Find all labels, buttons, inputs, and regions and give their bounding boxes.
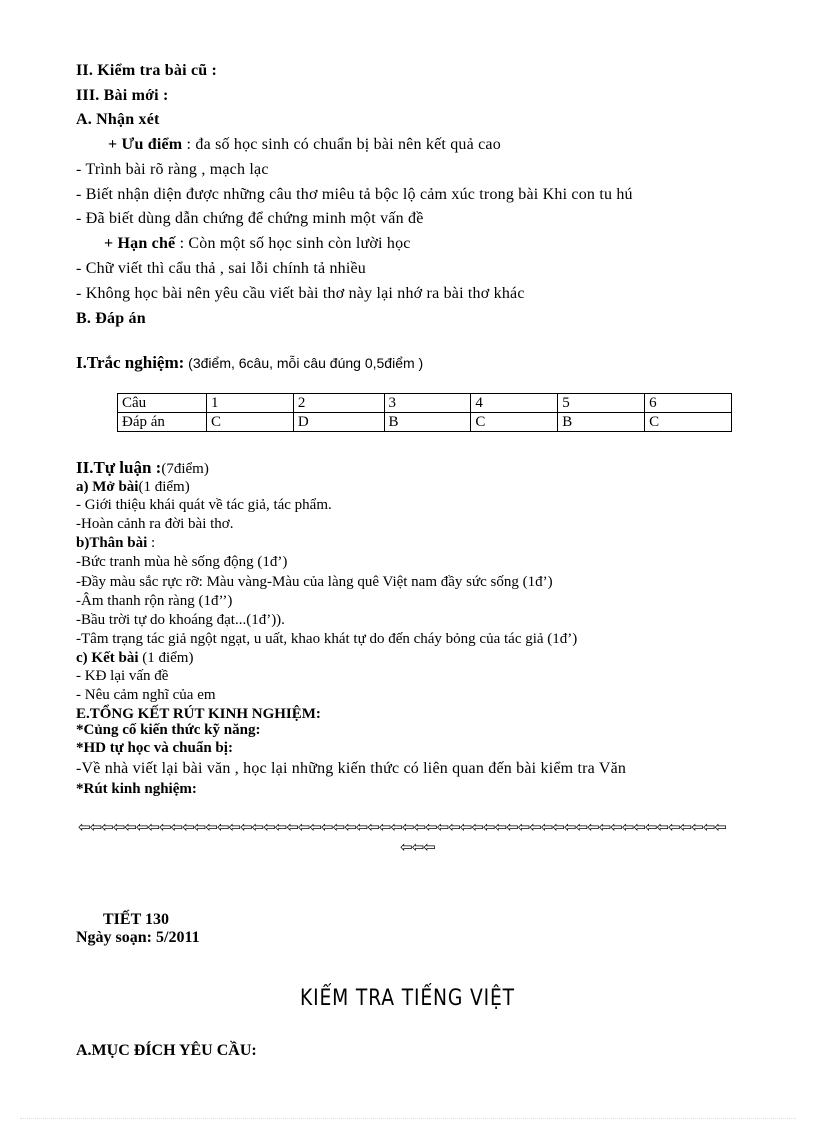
page-bottom-divider [20,1118,796,1119]
mo-bai-title: a) Mở bài [76,479,139,495]
uu-diem-text: : đa số học sinh có chuẩn bị bài nên kết quả cao [182,136,501,153]
heading-kiem-tra-bai-cu: II. Kiểm tra bài cũ : [76,62,218,79]
han-che-label: + Hạn chế [104,235,176,252]
text-line: -Tâm trạng tác giả ngột ngạt, u uất, khao khát tự do đến cháy bỏng của tác giả (1đ’) [76,631,578,647]
han-che-line [104,235,411,253]
tu-luan-title: II.Tự luận : [76,458,162,477]
ket-bai-title: c) Kết bài [76,650,139,666]
text-line: - KĐ lại vấn đề [76,668,169,684]
text-line: -Bức tranh mùa hè sống động (1đ’) [76,554,288,570]
mo-bai-line [76,479,190,496]
text-line: -Hoàn cảnh ra đời bài thơ. [76,516,234,532]
answer-table [117,393,732,432]
table-cell: 3 [384,394,471,413]
table-cell: 4 [471,394,558,413]
page-title: KIỂM TRA TIẾNG VIỆT [300,986,515,1011]
ket-bai-note: (1 điểm) [138,650,194,666]
heading-bai-moi-text: III. Bài mới : [76,87,169,104]
text-line: -Về nhà viết lại bài văn , học lại những kiến thức có liên quan đến bài kiểm tra Văn [76,760,627,777]
tu-luan-note: (7điểm) [161,461,209,477]
heading-dap-an: B. Đáp án [76,310,146,327]
ngay-soan-value: 5/2011 [152,929,200,946]
table-cell: C [207,413,294,432]
tiet-label: TIẾT 130 [103,911,169,928]
table-cell: 2 [293,394,384,413]
table-cell: C [471,413,558,432]
table-cell: B [384,413,471,432]
text-line: - Nêu cảm nghĩ của em [76,687,216,703]
table-cell: 1 [207,394,294,413]
table-cell: 6 [645,394,732,413]
trac-nghiem-title: I.Trắc nghiệm: [76,353,185,372]
han-che-text: : Còn một số học sinh còn lười học [175,235,411,252]
mo-bai-note: (1 điểm) [138,479,190,495]
text-line: -Đầy màu sắc rực rỡ: Màu vàng-Màu của làng quê Việt nam đầy sức sống (1đ’) [76,574,553,590]
text-line: - Đã biết dùng dẫn chứng để chứng minh một vấn đề [76,210,424,227]
arrow-divider-icon: ⇦⇦⇦ [400,838,435,856]
than-bai-colon: : [147,535,156,551]
table-cell: D [293,413,384,432]
text-line: - Biết nhận diện được những câu thơ miêu tả bộc lộ cảm xúc trong bài Khi con tu hú [76,186,633,203]
table-cell: 5 [558,394,645,413]
ngay-soan-line [76,929,200,947]
hd-tu-hoc-line: *HD tự học và chuẩn bị: [76,740,233,756]
trac-nghiem-note: (3điểm, 6câu, mỗi câu đúng 0,5điểm ) [184,355,424,371]
heading-nhan-xet: A. Nhận xét [76,111,160,128]
trac-nghiem-line [76,353,423,373]
text-line: - Trình bài rõ ràng , mạch lạc [76,161,269,178]
than-bai-line [76,535,155,552]
text-line: - Giới thiệu khái quát về tác giả, tác phẩm. [76,497,332,513]
table-cell: B [558,413,645,432]
than-bai-title: b)Thân bài [76,535,148,551]
cung-co-line: *Củng cố kiến thức kỹ năng: [76,722,261,738]
text-line: -Âm thanh rộn ràng (1đ’’) [76,593,233,609]
text-line: - Chữ viết thì cẩu thả , sai lỗi chính tả nhiều [76,260,367,277]
table-cell: C [645,413,732,432]
arrow-divider-icon: ⇦⇦⇦⇦⇦⇦⇦⇦⇦⇦⇦⇦⇦⇦⇦⇦⇦⇦⇦⇦⇦⇦⇦⇦⇦⇦⇦⇦⇦⇦⇦⇦⇦⇦⇦⇦⇦⇦⇦⇦⇦⇦⇦⇦⇦⇦⇦⇦⇦⇦⇦⇦⇦⇦⇦⇦ [78,818,726,836]
uu-diem-line [108,136,501,154]
table-cell: Câu [118,394,207,413]
ket-bai-line [76,650,193,667]
muc-dich-heading: A.MỤC ĐÍCH YÊU CẦU: [76,1042,257,1059]
table-row [118,413,732,432]
text-line: -Bầu trời tự do khoáng đạt...(1đ’)). [76,612,285,628]
heading-tong-ket: E.TỔNG KẾT RÚT KINH NGHIỆM: [76,706,321,722]
heading-bai-moi [76,87,169,105]
tu-luan-line [76,458,209,478]
table-row [118,394,732,413]
rut-kinh-nghiem-line: *Rút kinh nghiệm: [76,781,197,797]
ngay-soan-label: Ngày soạn: [76,929,153,946]
table-cell: Đáp án [118,413,207,432]
uu-diem-label: + Ưu điểm [108,136,183,153]
text-line: - Không học bài nên yêu cầu viết bài thơ này lại nhớ ra bài thơ khác [76,285,525,302]
